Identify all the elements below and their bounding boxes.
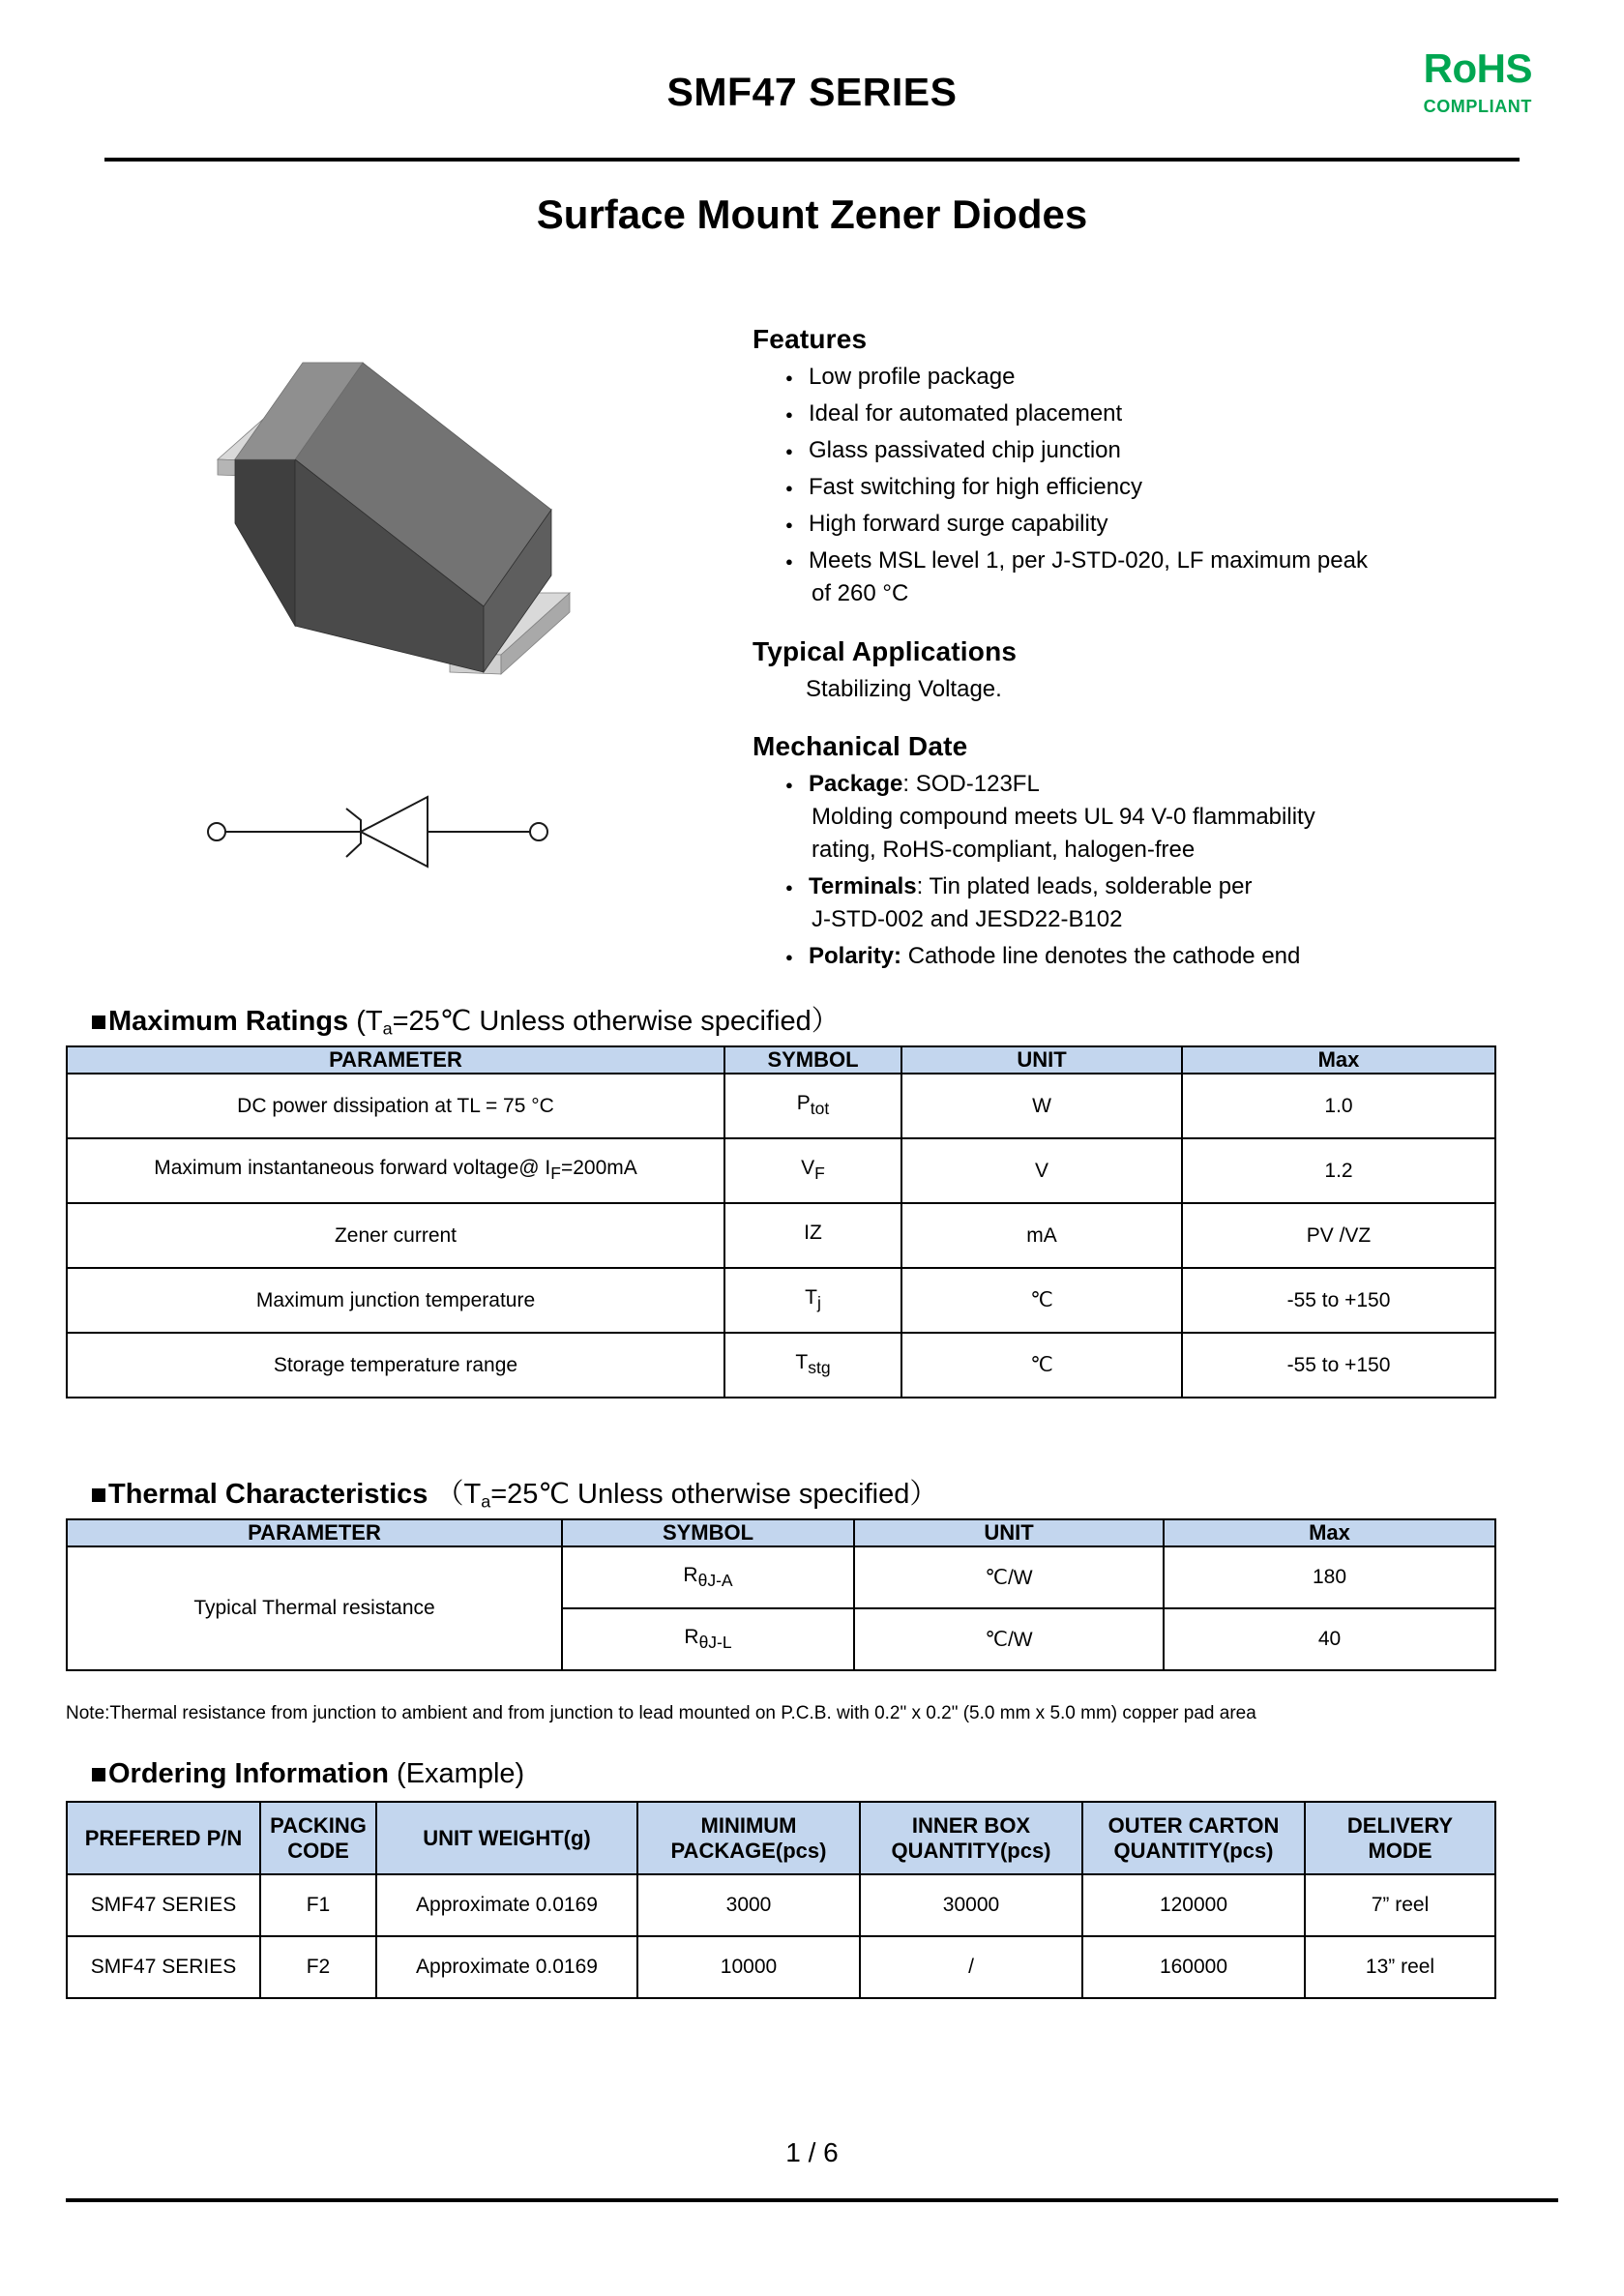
cell-prefered-pn: SMF47 SERIES [67,1936,260,1998]
column-header-delivery-mode [1305,1802,1495,1874]
header-line: QUANTITY(pcs) [891,1838,1051,1863]
column-header-unit: UNIT [901,1046,1182,1074]
series-title: SMF47 SERIES [666,70,958,114]
feature-text: High forward surge capability [809,511,1108,537]
feature-text-continuation: of 260 °C [812,580,909,606]
cell-inner-box-quantity: 30000 [860,1874,1082,1936]
feature-text: Fast switching for high efficiency [809,474,1143,500]
symbol-subscript: tot [810,1099,830,1119]
cell-delivery-mode: 13” reel [1305,1936,1495,1998]
cell-unit-weight: Approximate 0.0169 [376,1936,637,1998]
symbol-subscript: j [816,1293,821,1313]
header-line: DELIVERY [1346,1812,1454,1838]
cell-parameter: DC power dissipation at TL = 75 °C [67,1074,724,1138]
header-line: INNER BOX [911,1812,1031,1838]
cell-minimum-package: 10000 [637,1936,860,1998]
max-ratings-heading-pre: (T [348,1006,383,1037]
max-ratings-heading-post: =25℃ Unless otherwise specified） [392,1006,840,1037]
symbol-base: R [684,1625,699,1648]
list-item [785,545,1555,610]
symbol-base: V [801,1157,815,1180]
cell-symbol [724,1333,901,1398]
cell-unit: mA [901,1203,1182,1268]
table-header-row [67,1519,1495,1546]
polarity-label: Polarity: [809,943,902,969]
symbol-base: R [683,1563,698,1586]
parameter-pre: Maximum instantaneous forward voltage@ I [154,1157,551,1180]
header-line: UNIT WEIGHT(g) [423,1825,591,1850]
column-header-minimum-package [637,1802,860,1874]
page-title: Surface Mount Zener Diodes [536,191,1088,237]
list-item [785,471,1555,504]
table-row [67,1074,1495,1138]
cell-unit: ℃ [901,1268,1182,1333]
cell-prefered-pn: SMF47 SERIES [67,1874,260,1936]
zener-diode-schematic-icon [203,774,590,890]
ordering-table [66,1801,1496,1999]
feature-text: Meets MSL level 1, per J-STD-020, LF maximum peak [809,547,1368,574]
thermal-heading-bold: Thermal Characteristics [108,1479,428,1510]
table-row [67,1546,1495,1608]
cell-parameter: Maximum junction temperature [67,1268,724,1333]
column-header-symbol: SYMBOL [562,1519,854,1546]
symbol-subscript: F [814,1163,825,1184]
cell-packing-code: F1 [260,1874,376,1936]
symbol-subscript: θJ-L [698,1633,732,1653]
list-item [785,434,1555,467]
column-header-inner-box-quantity [860,1802,1082,1874]
table-row [67,1333,1495,1398]
parameter-post: =200mA [560,1157,637,1180]
table-header-row [67,1046,1495,1074]
thermal-heading-post: =25℃ Unless otherwise specified） [490,1479,938,1510]
cell-unit: W [901,1074,1182,1138]
terminals-line2: J-STD-002 and JESD22-B102 [812,906,1123,932]
table-header-row [67,1802,1495,1874]
cell-max: 1.2 [1182,1138,1495,1203]
column-header-max: Max [1164,1519,1495,1546]
cell-minimum-package: 3000 [637,1874,860,1936]
cell-packing-code: F2 [260,1936,376,1998]
cell-parameter: Typical Thermal resistance [67,1546,562,1670]
column-header-outer-carton-quantity [1082,1802,1305,1874]
package-line2: Molding compound meets UL 94 V-0 flammability [812,804,1315,830]
max-ratings-heading-bold: Maximum Ratings [108,1006,349,1037]
cell-inner-box-quantity: / [860,1936,1082,1998]
cell-symbol [562,1608,854,1670]
package-illustration [179,334,614,721]
cell-max: 1.0 [1182,1074,1495,1138]
header-line: PACKAGE(pcs) [670,1838,827,1863]
table-row [67,1874,1495,1936]
cell-unit-weight: Approximate 0.0169 [376,1874,637,1936]
rohs-label: RoHS [1423,45,1532,91]
cell-unit: ℃ [901,1333,1182,1398]
applications-text: Stabilizing Voltage. [806,676,1002,702]
ordering-heading [92,1758,524,1790]
feature-text: Ideal for automated placement [809,400,1123,427]
symbol-base: T [805,1286,817,1310]
rohs-logo [1423,45,1532,116]
page-header [0,0,1624,169]
cell-outer-carton-quantity: 120000 [1082,1874,1305,1936]
square-bullet-icon [92,1016,105,1029]
square-bullet-icon [92,1768,105,1781]
ordering-heading-bold: Ordering Information [108,1758,389,1789]
cell-unit: V [901,1138,1182,1203]
feature-text: Glass passivated chip junction [809,437,1121,463]
column-header-max: Max [1182,1046,1495,1074]
thermal-heading-pre: （T [428,1479,482,1510]
list-item [785,940,1555,973]
list-item [785,508,1555,541]
mechanical-list [753,768,1555,973]
header-line: MINIMUM [700,1812,797,1838]
cell-parameter: Storage temperature range [67,1333,724,1398]
symbol-base: T [795,1351,809,1374]
package-label: Package [809,771,903,797]
column-header-symbol: SYMBOL [724,1046,901,1074]
terminals-value: : Tin plated leads, solderable per [916,873,1253,899]
cell-max: -55 to +150 [1182,1333,1495,1398]
feature-text: Low profile package [809,364,1016,390]
header-line: OUTER CARTON [1107,1812,1280,1838]
ordering-heading-light: (Example) [389,1758,525,1789]
thermal-table [66,1518,1496,1671]
header-divider [104,158,1520,162]
cell-symbol [724,1138,901,1203]
thermal-note: Note:Thermal resistance from junction to ambient and from junction to lead mounted on P.C.B. with 0.2" x 0.2" (5.0 mm x 5.0 mm) copper pad area [66,1703,1256,1723]
header-line: QUANTITY(pcs) [1113,1838,1274,1863]
cell-symbol [724,1268,901,1333]
header-line: PACKING [270,1812,367,1838]
cell-delivery-mode: 7” reel [1305,1874,1495,1936]
parameter-subscript: F [550,1163,561,1184]
package-value: : SOD-123FL [902,771,1040,797]
cell-max: 40 [1164,1608,1495,1670]
cell-max: PV /VZ [1182,1203,1495,1268]
header-line: CODE [287,1838,349,1863]
list-item [785,397,1555,430]
column-header-prefered-pn [67,1802,260,1874]
cell-symbol [724,1203,901,1268]
symbol-subscript: stg [808,1358,831,1378]
table-row [67,1268,1495,1333]
cell-max: -55 to +150 [1182,1268,1495,1333]
list-item [785,870,1555,936]
cell-max: 180 [1164,1546,1495,1608]
footer-divider [66,2198,1558,2202]
cell-unit: ℃/W [854,1546,1164,1608]
table-row [67,1203,1495,1268]
max-ratings-heading-sub: a [382,1018,393,1039]
symbol-subscript: θJ-A [697,1571,733,1591]
terminals-label: Terminals [809,873,917,899]
cell-parameter: Zener current [67,1203,724,1268]
rohs-compliant-label: COMPLIANT [1423,97,1532,116]
column-header-unit-weight [376,1802,637,1874]
column-header-packing-code [260,1802,376,1874]
max-ratings-table [66,1045,1496,1398]
package-line3: rating, RoHS-compliant, halogen-free [812,837,1196,863]
applications-heading: Typical Applications [753,636,1018,666]
polarity-value: Cathode line denotes the cathode end [901,943,1301,969]
column-header-parameter: PARAMETER [67,1046,724,1074]
thermal-heading-sub: a [481,1491,491,1512]
table-row [67,1936,1495,1998]
cell-unit: ℃/W [854,1608,1164,1670]
column-header-parameter: PARAMETER [67,1519,562,1546]
symbol-base: IZ [804,1222,822,1245]
cell-symbol [724,1074,901,1138]
max-ratings-heading [92,999,840,1039]
product-description-column [753,324,1555,977]
cell-outer-carton-quantity: 160000 [1082,1936,1305,1998]
header-line: MODE [1368,1838,1432,1863]
thermal-heading [92,1472,937,1512]
symbol-base: P [796,1092,811,1115]
square-bullet-icon [92,1488,105,1502]
list-item [785,768,1555,867]
cell-symbol [562,1546,854,1608]
features-list [753,361,1555,610]
cell-parameter [67,1138,724,1203]
header-line: PREFERED P/N [84,1825,243,1850]
features-heading: Features [753,324,868,354]
list-item [785,361,1555,394]
column-header-unit: UNIT [854,1519,1164,1546]
mechanical-heading: Mechanical Date [753,731,968,761]
page-number: 1 / 6 [785,2137,839,2167]
table-row [67,1138,1495,1203]
